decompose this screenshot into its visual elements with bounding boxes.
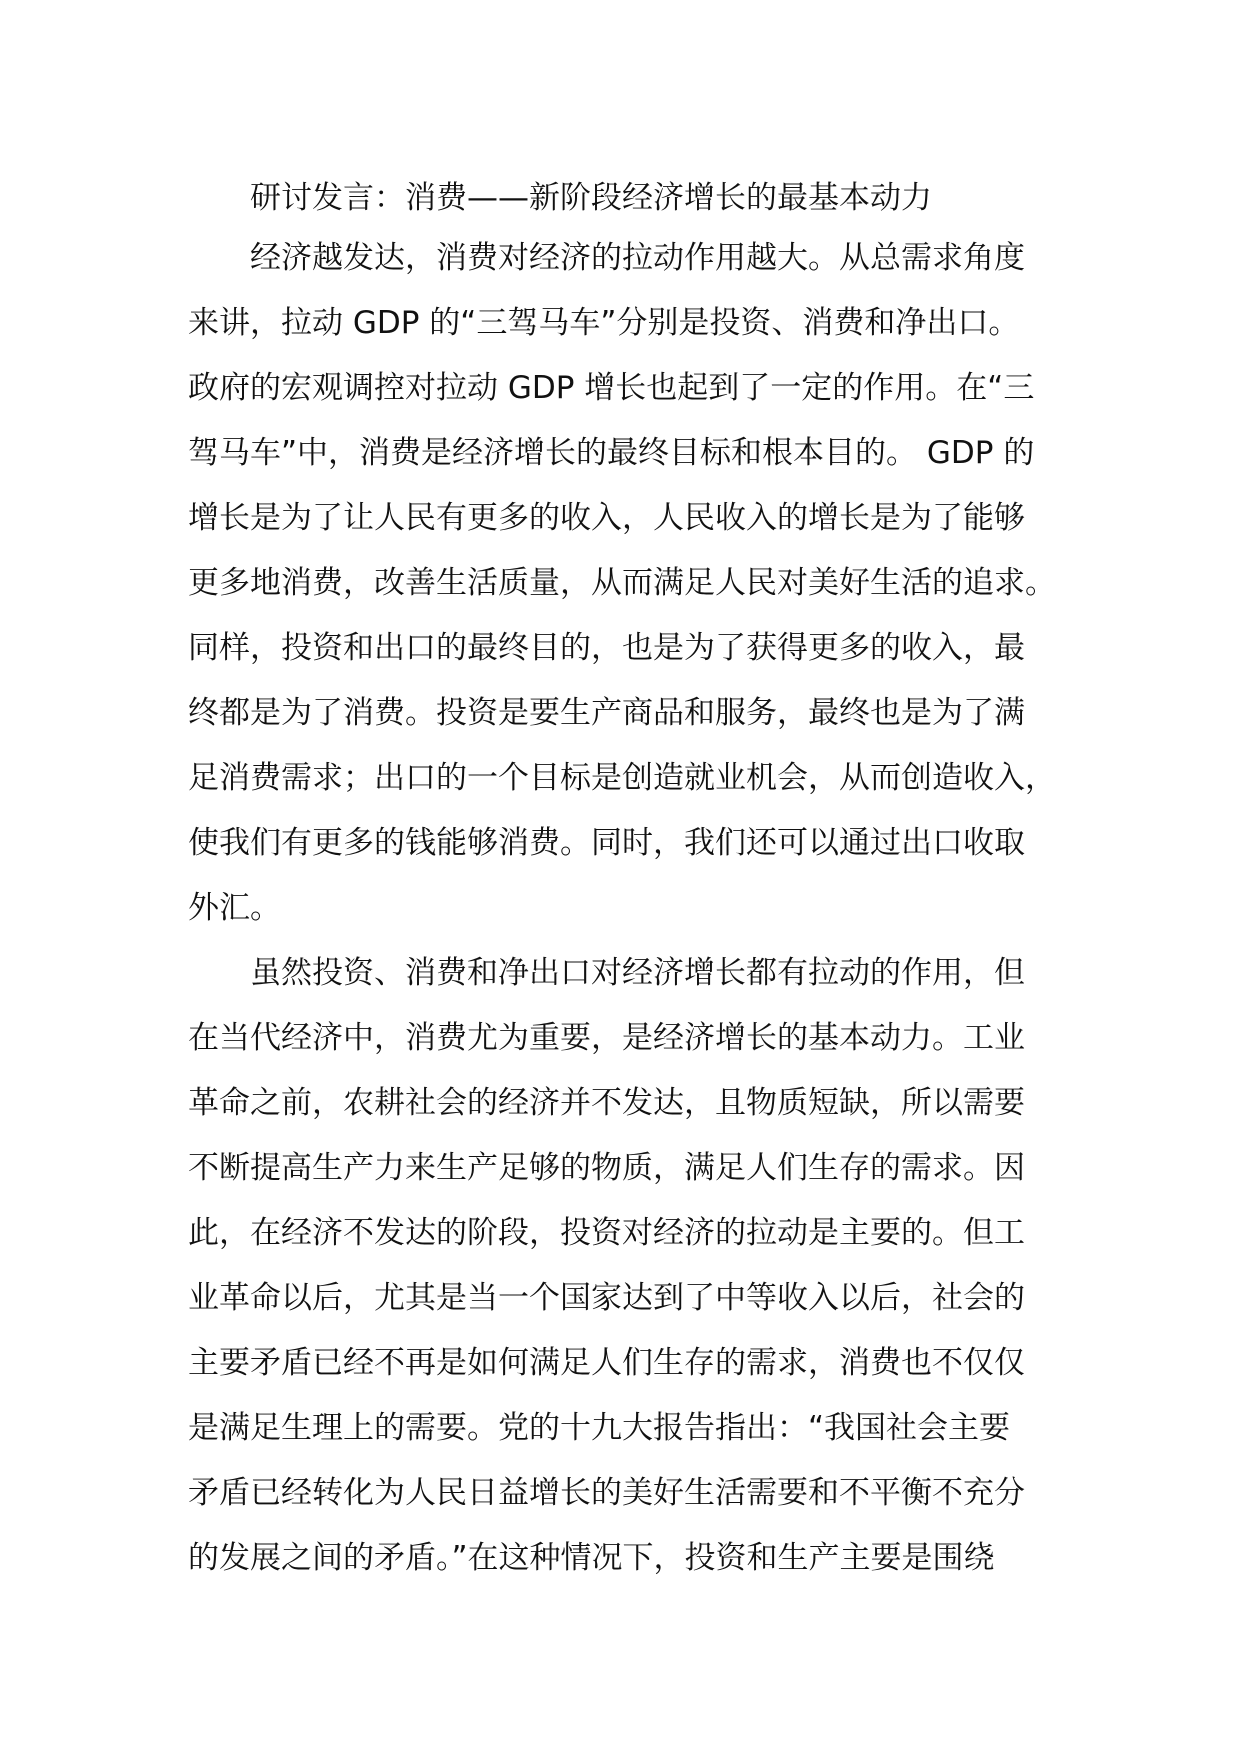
paragraph-line: 足消费需求；出口的一个目标是创造就业机会，从而创造收入， bbox=[188, 760, 1056, 796]
paragraph-line: 外汇。 bbox=[188, 890, 281, 926]
paragraph-line: 此，在经济不发达的阶段，投资对经济的拉动是主要的。但工 bbox=[188, 1215, 1025, 1251]
paragraph-line: 矛盾已经转化为人民日益增长的美好生活需要和不平衡不充分 bbox=[188, 1475, 1025, 1511]
document-title: 研讨发言：消费——新阶段经济增长的最基本动力 bbox=[250, 180, 932, 216]
paragraph-line: 虽然投资、消费和净出口对经济增长都有拉动的作用，但 bbox=[250, 955, 1025, 991]
paragraph-line: 经济越发达，消费对经济的拉动作用越大。从总需求角度 bbox=[250, 240, 1025, 276]
paragraph-line: 主要矛盾已经不再是如何满足人们生存的需求，消费也不仅仅 bbox=[188, 1345, 1025, 1381]
document-page bbox=[188, 170, 1068, 1591]
paragraph-2 bbox=[188, 941, 1068, 1591]
paragraph-line: 业革命以后，尤其是当一个国家达到了中等收入以后，社会的 bbox=[188, 1280, 1025, 1316]
paragraph-line: 驾马车”中，消费是经济增长的最终目标和根本目的。 GDP 的 bbox=[188, 435, 1035, 471]
paragraph-line: 使我们有更多的钱能够消费。同时，我们还可以通过出口收取 bbox=[188, 825, 1025, 861]
paragraph-line: 的发展之间的矛盾。”在这种情况下，投资和生产主要是围绕 bbox=[188, 1540, 995, 1576]
paragraph-line: 来讲，拉动 GDP 的“三驾马车”分别是投资、消费和净出口。 bbox=[188, 305, 1020, 341]
paragraph-line: 不断提高生产力来生产足够的物质，满足人们生存的需求。因 bbox=[188, 1150, 1025, 1186]
paragraph-line: 在当代经济中，消费尤为重要，是经济增长的基本动力。工业 bbox=[188, 1020, 1025, 1056]
paragraph-line: 革命之前，农耕社会的经济并不发达，且物质短缺，所以需要 bbox=[188, 1085, 1025, 1121]
paragraph-line: 政府的宏观调控对拉动 GDP 增长也起到了一定的作用。在“三 bbox=[188, 370, 1035, 406]
paragraph-line: 终都是为了消费。投资是要生产商品和服务，最终也是为了满 bbox=[188, 695, 1025, 731]
paragraph-line: 增长是为了让人民有更多的收入，人民收入的增长是为了能够 bbox=[188, 500, 1025, 536]
paragraph-line: 是满足生理上的需要。党的十九大报告指出：“我国社会主要 bbox=[188, 1410, 1011, 1446]
paragraph-1 bbox=[188, 226, 1068, 941]
paragraph-line: 同样，投资和出口的最终目的，也是为了获得更多的收入，最 bbox=[188, 630, 1025, 666]
paragraph-line: 更多地消费，改善生活质量，从而满足人民对美好生活的追求。 bbox=[188, 565, 1056, 601]
